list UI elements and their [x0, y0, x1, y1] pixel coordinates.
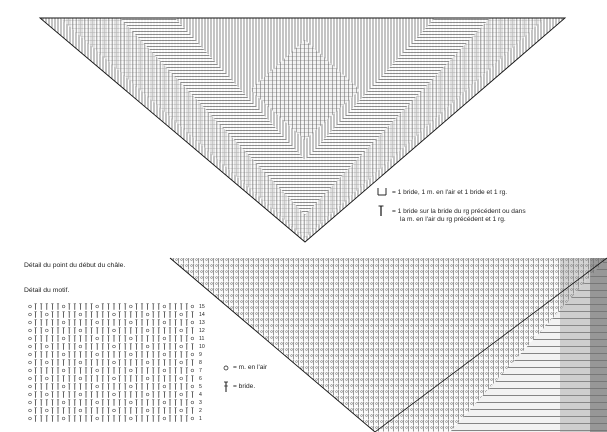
stitch-air-mark — [146, 345, 149, 348]
stitch-air-mark — [113, 345, 116, 348]
stitch-air-mark — [96, 401, 99, 404]
stitch-air-mark — [96, 305, 99, 308]
stitch-air-mark — [129, 417, 132, 420]
stitch-air-mark — [191, 369, 194, 372]
stitch-air-mark — [79, 409, 82, 412]
row-number: 1 — [199, 416, 202, 422]
row-number: 2 — [199, 408, 202, 414]
legend-line-bride-air: = 1 bride, 1 m. en l'air et 1 bride et 1 rg. — [392, 189, 508, 196]
stitch-air-mark — [62, 417, 65, 420]
legend-symbol-air — [224, 366, 228, 370]
stitch-air-mark — [29, 361, 32, 364]
row-number: 7 — [199, 368, 202, 374]
stitch-air-mark — [146, 361, 149, 364]
stitch-air-mark — [163, 337, 166, 340]
stitch-air-mark — [29, 409, 32, 412]
legend-line-bride-b: la m. en l'air du rg précédent et 1 rg. — [400, 216, 506, 223]
stitch-air-mark — [29, 321, 32, 324]
motif-detail-grid — [29, 304, 194, 422]
stitch-air-mark — [113, 329, 116, 332]
stitch-air-mark — [45, 393, 48, 396]
stitch-air-mark — [113, 313, 116, 316]
stitch-air-mark — [29, 329, 32, 332]
stitch-air-mark — [29, 353, 32, 356]
stitch-air-mark — [180, 329, 183, 332]
stitch-air-mark — [62, 337, 65, 340]
stitch-air-mark — [180, 313, 183, 316]
stitch-air-mark — [191, 353, 194, 356]
stitch-air-mark — [29, 385, 32, 388]
stitch-air-mark — [45, 313, 48, 316]
row-number: 6 — [199, 376, 202, 382]
stitch-air-mark — [62, 385, 65, 388]
row-number: 4 — [199, 392, 202, 398]
stitch-air-mark — [113, 361, 116, 364]
stitch-air-mark — [113, 409, 116, 412]
row-number: 3 — [199, 400, 202, 406]
stitch-air-mark — [79, 329, 82, 332]
stitch-air-mark — [163, 385, 166, 388]
stitch-air-mark — [180, 377, 183, 380]
stitch-air-mark — [129, 385, 132, 388]
stitch-air-mark — [163, 417, 166, 420]
stitch-air-mark — [62, 401, 65, 404]
stitch-air-mark — [96, 353, 99, 356]
stitch-air-mark — [79, 393, 82, 396]
stitch-air-mark — [79, 377, 82, 380]
stitch-air-mark — [79, 345, 82, 348]
stitch-air-mark — [29, 369, 32, 372]
stitch-air-mark — [191, 401, 194, 404]
legend-symbol-bride — [379, 206, 384, 216]
row-number: 15 — [199, 304, 205, 310]
stitch-air-mark — [146, 377, 149, 380]
stitch-air-mark — [191, 385, 194, 388]
stitch-air-mark — [129, 369, 132, 372]
stitch-air-mark — [62, 369, 65, 372]
stitch-air-mark — [96, 385, 99, 388]
stitch-air-mark — [191, 417, 194, 420]
stitch-air-mark — [191, 321, 194, 324]
stitch-air-mark — [96, 337, 99, 340]
stitch-air-mark — [146, 393, 149, 396]
row-number: 12 — [199, 328, 205, 334]
stitch-air-mark — [62, 305, 65, 308]
stitch-air-mark — [191, 337, 194, 340]
stitch-air-mark — [163, 321, 166, 324]
stitch-air-mark — [113, 393, 116, 396]
stitch-air-mark — [163, 401, 166, 404]
row-number: 11 — [199, 336, 205, 342]
stitch-air-mark — [29, 337, 32, 340]
stitch-air-mark — [96, 321, 99, 324]
legend-symbol-motif-bride — [224, 382, 228, 392]
stitch-air-mark — [129, 321, 132, 324]
stitch-air-mark — [29, 393, 32, 396]
stitch-air-mark — [29, 401, 32, 404]
row-number: 9 — [199, 352, 202, 358]
stitch-air-mark — [96, 417, 99, 420]
stitch-air-mark — [45, 345, 48, 348]
stitch-air-mark — [180, 345, 183, 348]
stitch-air-mark — [62, 353, 65, 356]
row-number: 13 — [199, 320, 205, 326]
stitch-air-mark — [163, 369, 166, 372]
caption-detail-start: Détail du point du début du châle. — [24, 262, 126, 269]
stitch-air-mark — [79, 361, 82, 364]
stitch-air-mark — [45, 377, 48, 380]
stitch-air-mark — [146, 409, 149, 412]
stitch-air-mark — [45, 329, 48, 332]
stitch-air-mark — [79, 313, 82, 316]
stitch-air-mark — [45, 361, 48, 364]
stitch-air-mark — [45, 409, 48, 412]
stitch-air-mark — [29, 345, 32, 348]
row-number: 8 — [199, 360, 202, 366]
legend-symbol-bride-air — [378, 188, 386, 195]
stitch-air-mark — [129, 401, 132, 404]
legend-air-text: = m. en l'air — [233, 364, 268, 371]
stitch-air-mark — [146, 329, 149, 332]
legend-bride-text: = bride. — [233, 383, 256, 390]
stitch-air-mark — [180, 409, 183, 412]
stitch-air-mark — [146, 313, 149, 316]
legend-line-bride-a: = 1 bride sur la bride du rg précédent ou dans — [392, 208, 526, 215]
stitch-air-mark — [29, 313, 32, 316]
stitch-air-mark — [129, 337, 132, 340]
caption-detail-motif: Détail du motif. — [24, 287, 70, 294]
row-number: 5 — [199, 384, 202, 390]
stitch-air-mark — [29, 377, 32, 380]
stitch-air-mark — [191, 305, 194, 308]
stitch-air-mark — [62, 321, 65, 324]
stitch-air-mark — [163, 305, 166, 308]
stitch-air-mark — [129, 353, 132, 356]
stitch-air-mark — [129, 305, 132, 308]
stitch-air-mark — [180, 393, 183, 396]
stitch-air-mark — [96, 369, 99, 372]
row-number: 10 — [199, 344, 205, 350]
stitch-air-mark — [180, 361, 183, 364]
stitch-air-mark — [29, 417, 32, 420]
stitch-air-mark — [113, 377, 116, 380]
row-number: 14 — [199, 312, 205, 318]
stitch-air-mark — [29, 305, 32, 308]
stitch-air-mark — [163, 353, 166, 356]
